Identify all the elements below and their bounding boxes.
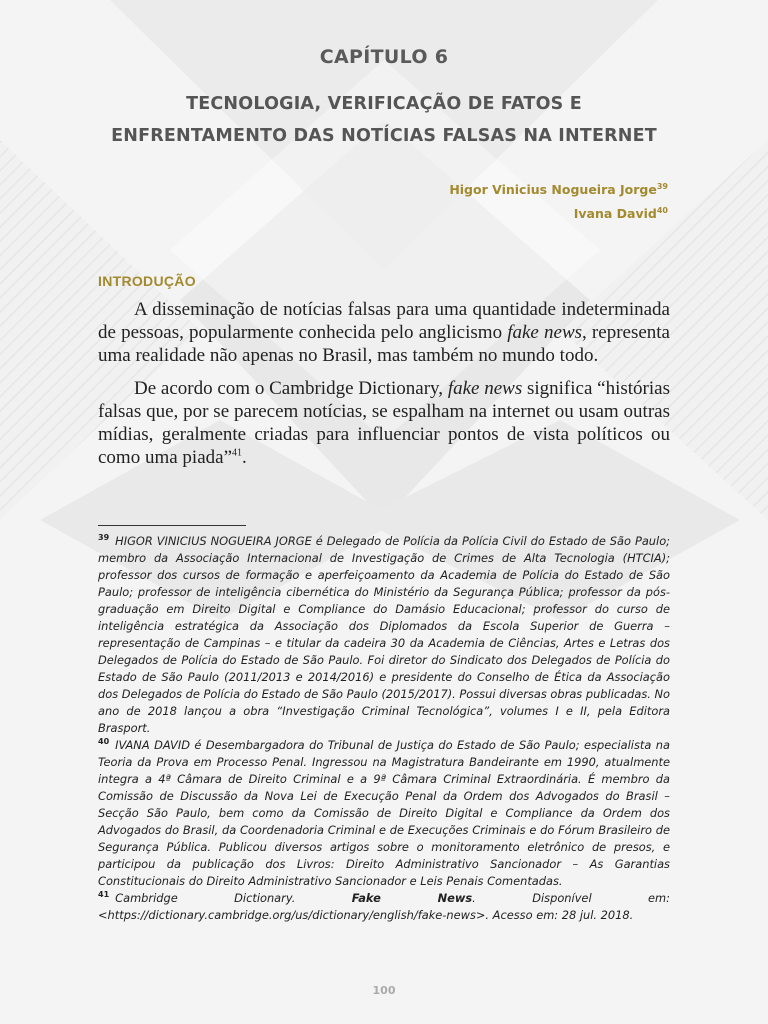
footnote-reference[interactable]: 40 [656, 205, 668, 215]
footnotes [98, 533, 670, 924]
chapter-title-line-2: ENFRENTAMENTO DAS NOTÍCIAS FALSAS NA INTERNET [111, 126, 657, 146]
footnote-text: IVANA DAVID é Desembargadora do Tribunal de Justiça do Estado de São Paulo; especialista na Teoria da Prova em Processo Penal. Ingressou na Magistratura Bandeirante em 1990, atualmente integra a 4ª Câmara de Direito Criminal e a 9ª Câmara Criminal Extraordinária. É membro da Comissão de Discussão da Nova Lei de Execução Penal da Ordem dos Advogados do Brasil – Secção São Paulo, bem como da Comissão de Direito Digital e Compliance da Ordem dos Advogados do Brasil, da Coordenadoria Criminal e de Execuções Criminais e do Fórum Brasileiro de Segurança Pública. Publicou diversos artigos sobre o monitoramento eletrônico de presos, e participou da publicação dos Livros: Direito Administrativo Sancionador – As Garantias Constitucionais do Direito Administrativo Sancionador e Leis Penais Comentadas. [98, 738, 670, 888]
author-name: Ivana David [573, 206, 657, 221]
footnote-link-text[interactable]: . Disponível em: <https://dictionary.cambridge.org/us/dictionary/english/fake-news>. Acesso em: 28 jul. 2018. [98, 891, 670, 922]
chapter-label: CAPÍTULO 6 [319, 46, 449, 68]
footnote-reference[interactable]: 39 [656, 181, 668, 191]
body-text [98, 298, 670, 479]
footnote-text: HIGOR VINICIUS NOGUEIRA JORGE é Delegado de Polícia da Polícia Civil do Estado de São Paulo; membro da Associação Internacional de Investigação de Crimes de Alta Tecnologia (HTCIA); professor dos cursos de formação e aperfeiçoamento da Academia de Polícia do Estado de São Paulo; professor de inteligência cibernética do Ministério da Segurança Pública; professor da pós-graduação em Direito Digital e Compliance do Damásio Educacional; professor do curso de inteligência estratégica da Associação dos Diplomados da Escola Superior de Guerra – representação de Campinas – e titular da cadeira 30 da Academia de Ciências, Artes e Letras dos Delegados de Polícia do Estado de São Paulo. Foi diretor do Sindicato dos Delegados de Polícia do Estado de São Paulo (2011/2013 e 2014/2016) e presidente do Conselho de Ética da Associação dos Delegados de Polícia do Estado de São Paulo (2015/2017). Possui diversas obras publicadas. No ano de 2018 lançou a obra “Investigação Criminal Tecnológica”, volumes I e II, pela Editora Brasport. [98, 534, 670, 735]
section-heading: INTRODUÇÃO [98, 273, 196, 289]
author-entry [449, 178, 668, 202]
paragraph: De acordo com o Cambridge Dictionary, fake news significa “histórias falsas que, por se parecem notícias, se espalham na internet ou usam outras mídias, geralmente criadas para influenciar pontos de vista políticos ou como uma piada”$^{41}$. [98, 378, 670, 468]
author-name: Higor Vinicius Nogueira Jorge [449, 182, 657, 197]
emphasis: fake news [507, 322, 583, 343]
bold-title: Fake News [351, 891, 473, 905]
footnote-number: 39 [98, 533, 110, 543]
footnote-reference[interactable]: 41 [232, 447, 243, 459]
author-list [449, 178, 668, 226]
chapter-title [0, 88, 768, 152]
paragraph: A disseminação de notícias falsas para uma quantidade indeterminada de pessoas, popularmente conhecida pelo anglicismo fake news, representa uma realidade não apenas no Brasil, mas também no mundo todo. [98, 299, 670, 366]
footnote-number: 40 [98, 737, 110, 747]
footnote [98, 533, 670, 737]
author-entry [449, 202, 668, 226]
footnote-number: 41 [98, 890, 110, 900]
chapter-title-line-1: TECNOLOGIA, VERIFICAÇÃO DE FATOS E [186, 94, 582, 114]
footnote-divider [98, 525, 246, 526]
page-number: 100 [372, 984, 396, 997]
emphasis: fake news [447, 378, 523, 399]
footnote [98, 737, 670, 890]
footnote: $^{41}$ Cambridge Dictionary. Fake News. Disponível em: <https://dictionary.cambridge.org/us/dictionary/english/fake-news>. Acesso em: 28 jul. 2018. [98, 890, 670, 922]
